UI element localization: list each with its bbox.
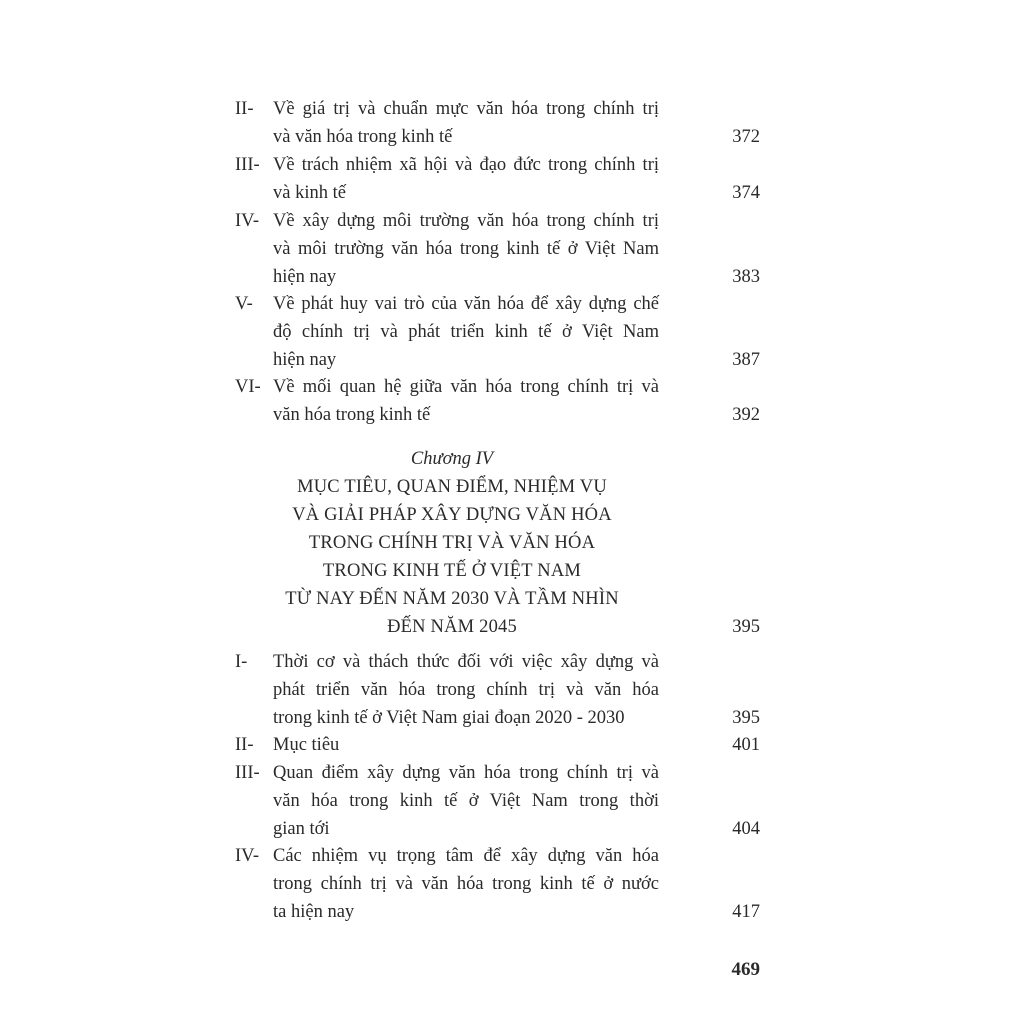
- chapter-title-line: TRONG CHÍNH TRỊ VÀ VĂN HÓA: [308, 533, 596, 553]
- entry-text-line: phát triển văn hóa trong chính trị và văn hóa: [273, 680, 659, 700]
- footer-page-number: 469: [731, 959, 760, 980]
- chapter-label: Chương IV: [410, 449, 494, 469]
- entry-number: III-: [235, 763, 260, 783]
- entry-number: II-: [235, 99, 254, 119]
- entry-number: VI-: [235, 377, 261, 397]
- entry-text-line: Mục tiêu: [273, 735, 340, 755]
- entry-text-line: văn hóa trong kinh tế: [273, 405, 431, 425]
- entry-text-line: Về giá trị và chuẩn mực văn hóa trong chính trị: [273, 99, 659, 119]
- entry-text-line: văn hóa trong kinh tế ở Việt Nam trong thời: [273, 791, 659, 811]
- entry-page-number: 401: [732, 735, 760, 755]
- entry-page-number: 374: [732, 183, 760, 203]
- entry-number: I-: [235, 652, 248, 672]
- entry-text-line: hiện nay: [273, 267, 337, 287]
- chapter-title-line: MỤC TIÊU, QUAN ĐIỂM, NHIỆM VỤ: [297, 477, 607, 497]
- entry-number: IV-: [235, 846, 259, 866]
- entry-text-line: Về trách nhiệm xã hội và đạo đức trong chính trị: [273, 155, 659, 175]
- entry-page-number: 383: [732, 267, 760, 287]
- entry-page-number: 372: [732, 127, 760, 147]
- entry-page-number: 395: [732, 708, 760, 728]
- entry-text-line: gian tới: [273, 819, 330, 839]
- entry-text-line: Các nhiệm vụ trọng tâm để xây dựng văn hóa: [273, 846, 659, 866]
- chapter-page-number: 395: [732, 617, 760, 637]
- entry-text-line: và văn hóa trong kinh tế: [273, 127, 453, 147]
- entry-page-number: 387: [732, 350, 760, 370]
- entry-page-number: 404: [732, 819, 760, 839]
- entry-text-line: trong kinh tế ở Việt Nam giai đoạn 2020 - 2030: [273, 708, 625, 728]
- entry-page-number: 417: [732, 902, 760, 922]
- chapter-title-line: TRONG KINH TẾ Ở VIỆT NAM: [322, 561, 582, 581]
- entry-text-line: và môi trường văn hóa trong kinh tế ở Việt Nam: [273, 239, 659, 259]
- entry-text-line: Về phát huy vai trò của văn hóa để xây dựng chế: [273, 294, 659, 314]
- entry-text-line: độ chính trị và phát triển kinh tế ở Việt Nam: [273, 322, 659, 342]
- chapter-title-line: TỪ NAY ĐẾN NĂM 2030 VÀ TẦM NHÌN: [285, 589, 619, 609]
- chapter-title-line: ĐẾN NĂM 2045: [387, 617, 517, 637]
- entry-text-line: Quan điểm xây dựng văn hóa trong chính trị và: [273, 763, 659, 783]
- entry-text-line: Thời cơ và thách thức đối với việc xây dựng và: [273, 652, 659, 672]
- entry-number: III-: [235, 155, 260, 175]
- entry-number: V-: [235, 294, 253, 314]
- entry-text-line: Về mối quan hệ giữa văn hóa trong chính trị và: [273, 377, 659, 397]
- entry-number: IV-: [235, 211, 259, 231]
- entry-text-line: hiện nay: [273, 350, 337, 370]
- entry-number: II-: [235, 735, 254, 755]
- entry-text-line: Về xây dựng môi trường văn hóa trong chính trị: [273, 211, 659, 231]
- chapter-title-line: VÀ GIẢI PHÁP XÂY DỰNG VĂN HÓA: [292, 505, 612, 525]
- entry-text-line: ta hiện nay: [273, 902, 355, 922]
- entry-page-number: 392: [732, 405, 760, 425]
- entry-text-line: và kinh tế: [273, 183, 346, 203]
- entry-text-line: trong chính trị và văn hóa trong kinh tế ở nước: [273, 874, 659, 894]
